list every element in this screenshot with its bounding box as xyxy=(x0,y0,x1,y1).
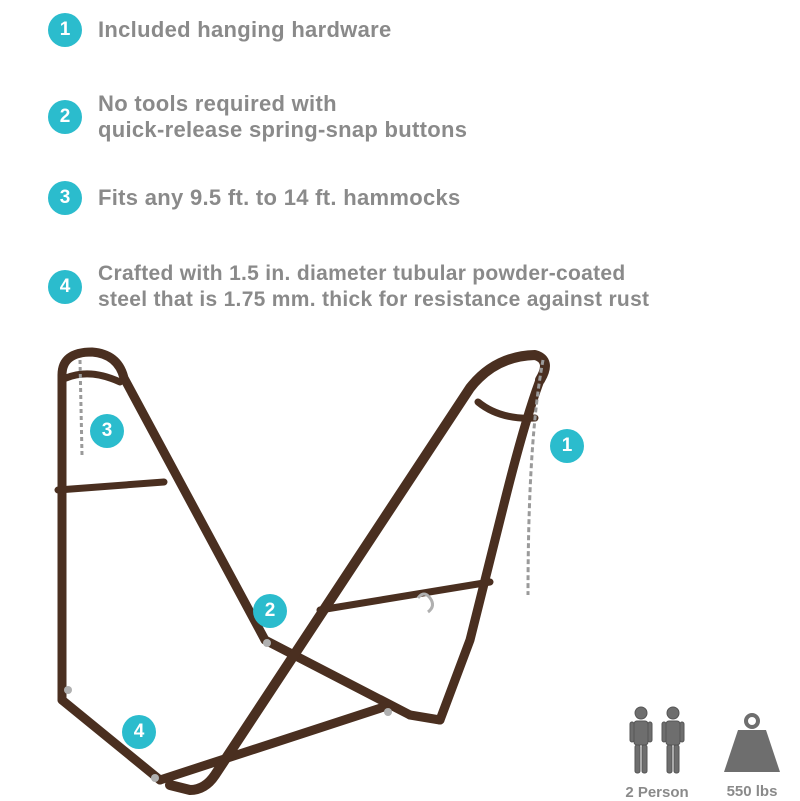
capacity-spec xyxy=(612,705,702,801)
capacity-label: 2 Person xyxy=(625,784,689,801)
left-frame-arm xyxy=(62,352,265,700)
left-frame-crossbar xyxy=(58,482,164,490)
feature-number-badge: 4 xyxy=(48,270,82,304)
feature-line: Crafted with 1.5 in. diameter tubular powder-coated xyxy=(98,262,626,285)
right-frame-arm xyxy=(440,380,540,720)
feature-text xyxy=(98,17,392,43)
feature-line: quick-release spring-snap buttons xyxy=(98,117,468,142)
right-frame-crossbar xyxy=(320,582,490,610)
two-person-icon xyxy=(625,705,689,775)
weight-spec xyxy=(712,712,792,800)
snap-button xyxy=(151,774,159,782)
callout-marker: 1 xyxy=(550,429,584,463)
feature-number-badge: 2 xyxy=(48,100,82,134)
feature-2 xyxy=(48,91,467,143)
feature-number-badge: 3 xyxy=(48,181,82,215)
feature-line: Fits any 9.5 ft. to 14 ft. hammocks xyxy=(98,185,461,210)
feature-text xyxy=(98,185,461,211)
feature-3 xyxy=(48,181,461,215)
callout-marker: 4 xyxy=(122,715,156,749)
feature-line: steel that is 1.75 mm. thick for resistance against rust xyxy=(98,288,650,311)
base-rail-front xyxy=(160,705,390,780)
feature-text xyxy=(98,91,467,143)
weight-label: 550 lbs xyxy=(726,783,778,800)
feature-number-badge: 1 xyxy=(48,13,82,47)
callout-marker: 3 xyxy=(90,414,124,448)
s-hook xyxy=(418,594,433,612)
left-chain xyxy=(80,360,82,455)
snap-button xyxy=(384,708,392,716)
feature-4 xyxy=(48,261,649,313)
left-frame-top-loop xyxy=(66,374,120,382)
callout-marker: 2 xyxy=(253,594,287,628)
feature-line: Included hanging hardware xyxy=(98,17,392,42)
feature-1 xyxy=(48,13,392,47)
base-rail-right xyxy=(410,715,440,720)
snap-button xyxy=(64,686,72,694)
feature-line: No tools required with xyxy=(98,91,337,116)
feature-text xyxy=(98,261,649,313)
weight-icon xyxy=(720,712,784,774)
snap-button xyxy=(263,639,271,647)
